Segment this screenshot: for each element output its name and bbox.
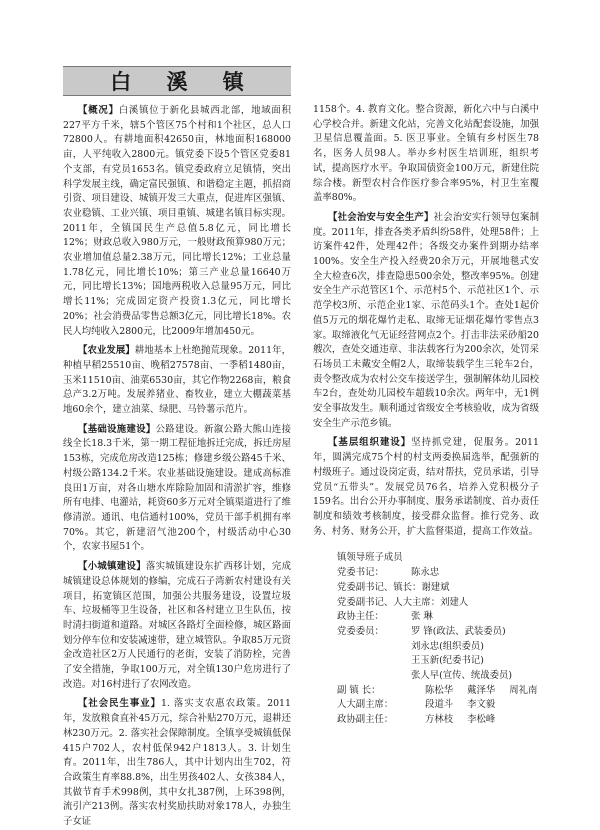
section-town-construction: 【小城镇建设】落实城镇建设东扩西移计划，完成城镇建设总体规划的修编，完成石子湾新农村建设有关项目，拓宽镇区范围，加强公共服务建设，设置垃圾车、垃圾桶等卫生设备，社区和各村建立卫生队伍，按时清扫街道和道路。对城区各路灯全面检修，城区路面划分停车位和安装减速带，建立城管队。争取85万元资金改造社区2万人民通行的老街，安装了消防栓，完善了安全措施，争取100万元，对全镇130户危房进行了改造。对16村进行了农网改造。: [63, 561, 291, 690]
section-public-security: 【社会治安与安全生产】社会治安实行领导包案制度。2011年，排查各类矛盾纠纷58件，处理58件；上访案件42件，处理42件；各级交办案件到期办结率100%。安全生产投入经费20余万元，开展地毯式安全大检查6次，排查隐患500余处，整改率95%。创建安全生产示范管区1个、示范村5个、示范社区1个、示范学校3所、示范企业1家、示范码头1个。查处1起价值5万元的烟花爆竹走私、取缔无证烟花爆竹零售点3家。取缔液化气无证经营网点2个。打击非法采砂船20艘次，查处交通违章、非法载客行为200余次，处罚采石场员工未戴安全帽2人，取缔装载学生三轮车2台，责令整改成为农村公交车接送学生，强制解体幼儿园校车2台，查处幼儿园校车超载10余次。两年中，无1例安全事故发生。顺利通过省级安全考核验收，成为省级安全生产示范乡镇。: [313, 211, 539, 429]
section-livelihood-continued: 1158个。4. 教育文化。整合资源，新化六中与白溪中心学校合并。新建文化站，完善文化站配套设施，加强卫星信息覆盖面。5. 医卫事业。全镇有乡村医生78名，医务人员98人。举办乡村医生培训班，组织考试，提高医疗水平。争取国债资金100万元，新建住院综合楼。新型农村合作医疗参合率95%，村卫生室覆盖率80%。: [313, 104, 539, 204]
leader-row: 党委副书记、人大主席： 刘建人: [337, 596, 469, 608]
leader-row: 党委副书记、镇长： 谢建斌: [337, 581, 450, 593]
leadership-list: [313, 551, 539, 727]
leader-row: 政协主任： 张 琳: [337, 611, 433, 623]
section-livelihood: 【社会民生事业】1. 落实支农惠农政策。2011年，发放粮食直补45万元，综合补贴270万元，退耕还林230万元。2. 落实社会保障制度。全镇享受城镇低保415户702人，农村低保942户1813人。3. 计划生育。2011年，出生786人，其中计划内出生702，符合政策生育率88.8%，出生男孩402人、女孩384人，其做节育手术998例，其中女扎387例，上环398例，流引产213例。落实农村奖励扶助对象178人，办独生子女证: [63, 698, 291, 828]
section-overview: 【概况】白溪镇位于新化县城西北部，地域面积227平方千米，辖5个管区75个村和1个社区，总人口72800人。有耕地面积42650亩，林地面积168000亩，人平纯收入2800元。镇党委下设5个管区党委81个支部，有党员1653名。镇党委政府立足镇情，突出科学发展主线，确定富民强镇、和谐稳定主题，抓招商引资、项目建设、城镇开发三大重点，促进库区强镇、农业稳镇、工业兴镇、项目重镇、城建名镇目标实现。2011年，全镇国民生产总值5.8亿元，同比增长12%；财政总收入980万元，一般财政预算980万元；农业增加值总量2.38万元，同比增长12%；工业总量1.78亿元，同比增长10%；第三产业总量16640万元，同比增长13%；国地两税收入总量95万元，同比增长11%；完成固定资产投资1.3亿元，同比增长20%；社会消费品零售总额3亿元，同比增长18%。农民人均纯收入2800元，比2009年增加450元。: [63, 105, 291, 337]
leader-row: 副 镇 长： 陈松华 戴泽华 周礼南: [337, 684, 538, 696]
section-agriculture: 【农业发展】耕地基本上杜绝抛荒现象。2011年，种植早稻25510亩、晚稻27578亩、一季稻1480亩，玉米11510亩、油菜6530亩，其它作物2268亩，粮食总产3.2万吨。发展养猪业、畜牧业，建立大棚蔬菜基地60余个，建立油菜、绿肥、马铃薯示范片。: [63, 345, 291, 416]
leader-row: 党委书记： 陈永忠: [337, 567, 440, 579]
leader-row: 政协副主任： 方林枝 李松峰: [337, 714, 496, 726]
left-column: [63, 104, 291, 830]
section-infrastructure: 【基础设施建设】公路建设。新溆公路大熊山连接线全长18.3千米，第一期工程征地拆迁完成，拆迁房屋153栋，完成危房改造125栋；修建乡级公路45千米、村级公路134.2千米。农业基础设施建设。建成高标准良田1万亩，对各山塘水库除险加固和清淤扩容，维修所有电排、电灌站，耗资60多万元对全镇渠道进行了维修清淤。通讯、电信通村100%，党员干部手机拥有率70%。其它，新建沼气池200个，村级活动中心30个，农家书屋51个。: [63, 423, 291, 553]
section-grassroots: 【基层组织建设】坚持抓党建，促服务。2011年，圆满完成75个村的村支两委换届选举，配强新的村级班子。通过设岗定责，结对帮扶，党员承诺，引导党员“五带头”。发展党员76名，培养入党积极分子159名。出台公开办事制度、服务承诺制度、首办责任制度和绩效考核制度，接受群众监督。推行党务、政务、村务、财务公开，扩大监督渠道，提高工作效益。: [313, 437, 539, 537]
leader-row: 张人早(宣传、统战委员): [411, 670, 513, 682]
leader-row: 党委委员： 罗 锋(政法、武装委员): [337, 625, 506, 637]
leader-row: 刘永忠(组织委员): [411, 640, 484, 652]
leadership-title: 镇领导班子成员: [337, 552, 403, 564]
leader-row: 王玉新(纪委书记): [411, 655, 484, 667]
page-title-bar: [63, 66, 291, 96]
page-title: 白 溪 镇: [110, 70, 258, 94]
leader-row: 人大副主席： 段道斗 李文毅: [337, 699, 496, 711]
right-column: [313, 103, 539, 728]
